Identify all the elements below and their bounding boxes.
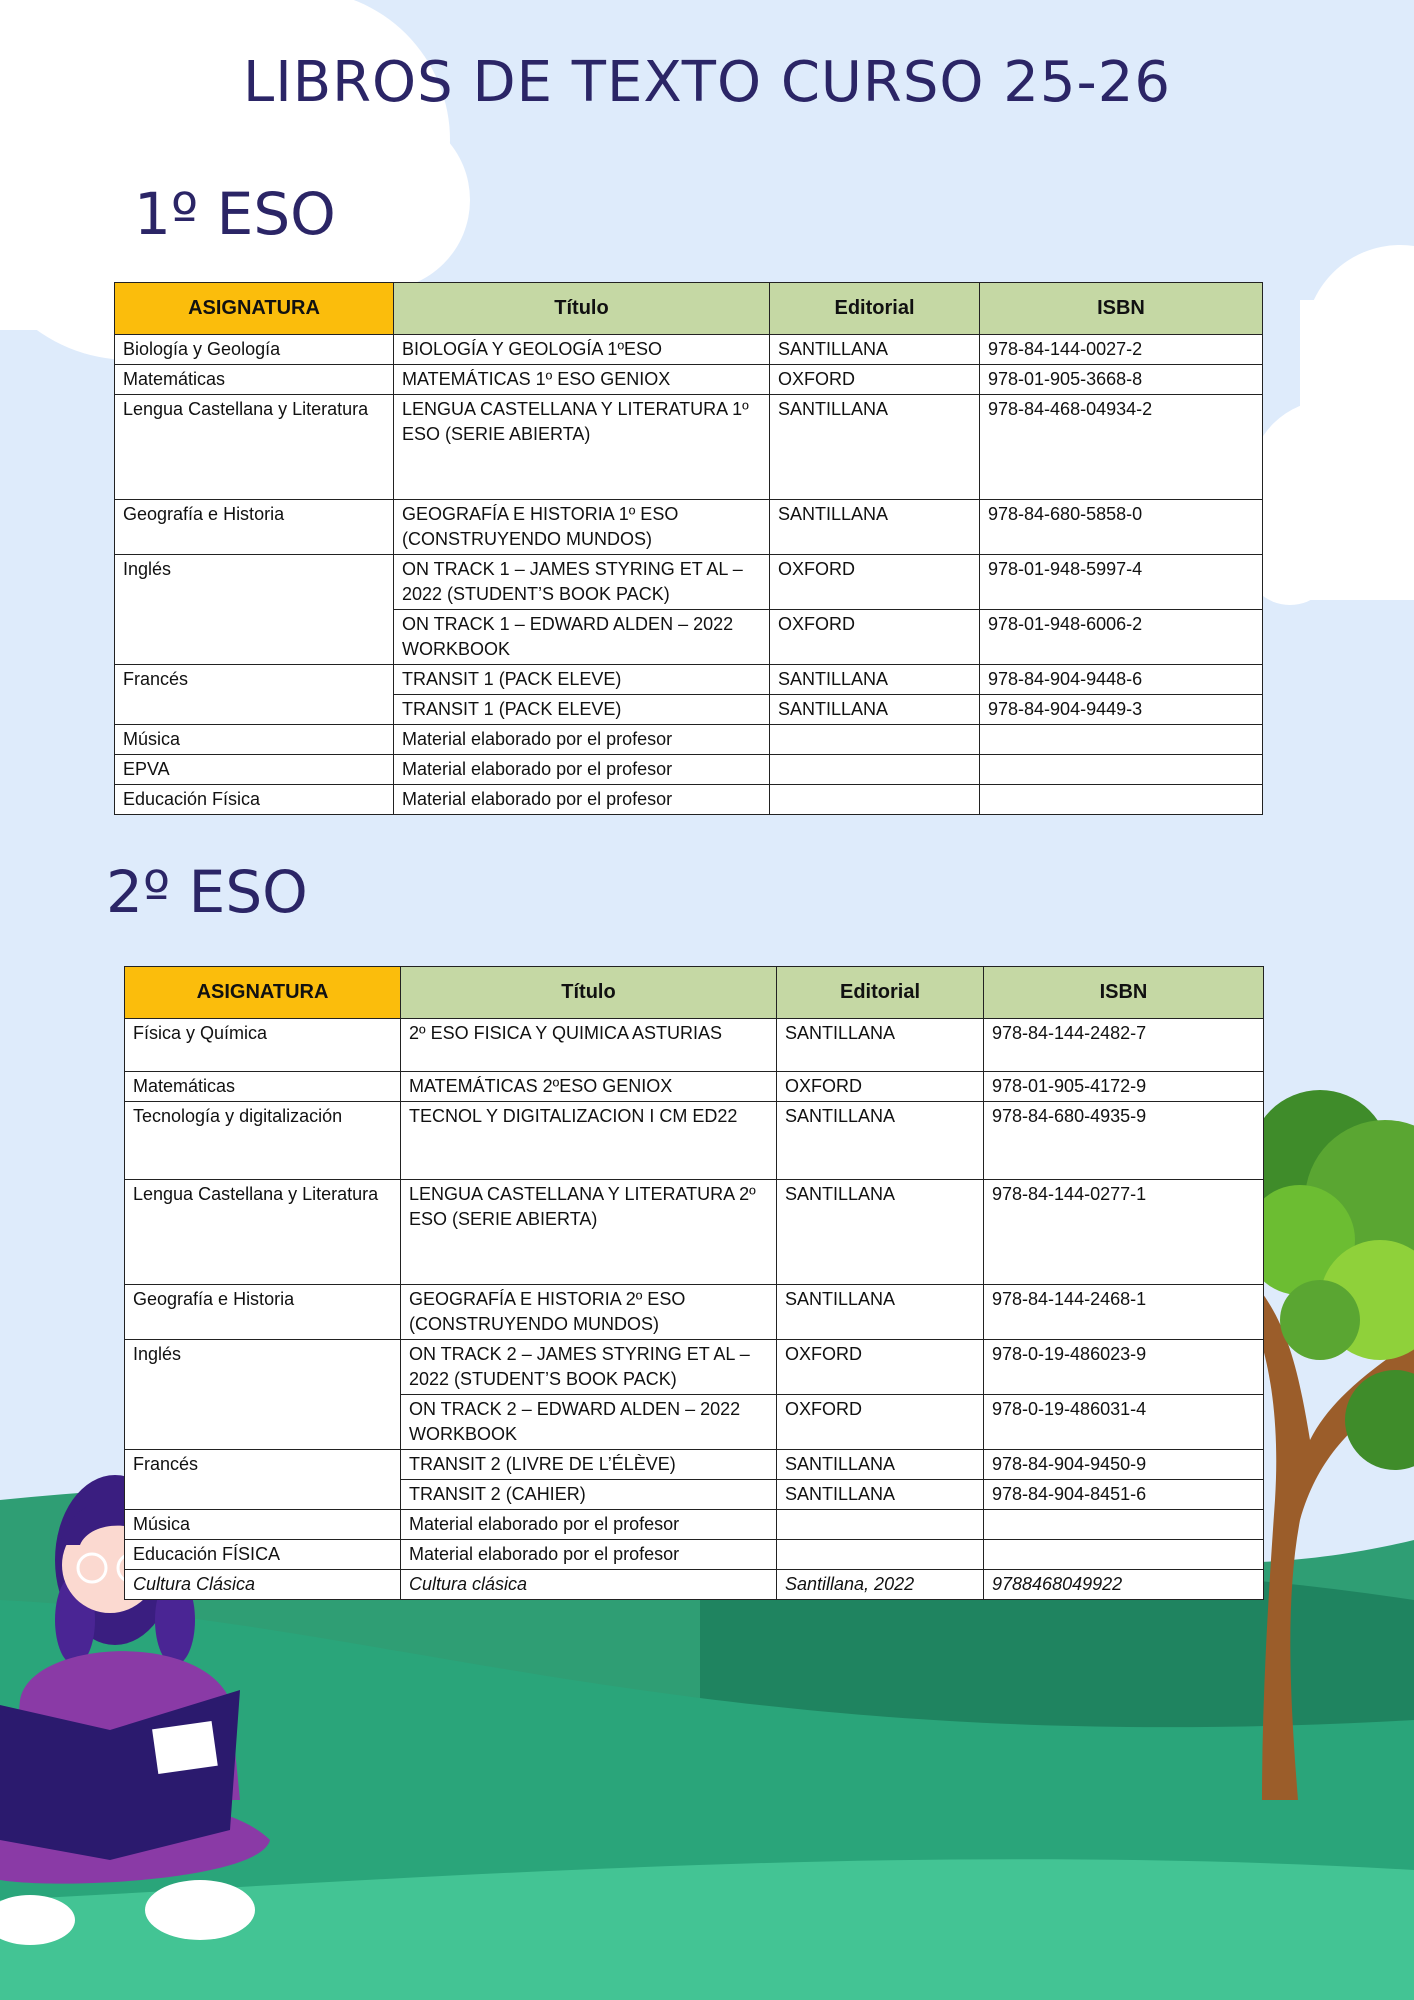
cell-publisher: SANTILLANA	[777, 1450, 984, 1480]
column-header-isbn: ISBN	[984, 967, 1264, 1019]
cell-title: GEOGRAFÍA E HISTORIA 2º ESO (CONSTRUYENDO MUNDOS)	[401, 1285, 777, 1340]
page-title: LIBROS DE TEXTO CURSO 25-26	[243, 50, 1171, 115]
table-row	[115, 725, 1263, 755]
cell-title: ON TRACK 2 – JAMES STYRING ET AL – 2022 (STUDENT’S BOOK PACK)	[401, 1340, 777, 1395]
cell-publisher: SANTILLANA	[770, 695, 980, 725]
cell-publisher: SANTILLANA	[777, 1102, 984, 1180]
cell-subject: EPVA	[115, 755, 394, 785]
cell-publisher: SANTILLANA	[777, 1180, 984, 1285]
cell-subject: Música	[125, 1510, 401, 1540]
table-row	[115, 395, 1263, 500]
cell-subject: Matemáticas	[125, 1072, 401, 1102]
table-row	[125, 1285, 1264, 1340]
cell-title: ON TRACK 1 – JAMES STYRING ET AL – 2022 (STUDENT’S BOOK PACK)	[394, 555, 770, 610]
cell-isbn: 978-01-948-6006-2	[980, 610, 1263, 665]
cell-subject: Física y Química	[125, 1019, 401, 1072]
cell-subject: Inglés	[115, 555, 394, 665]
table-row	[125, 1102, 1264, 1180]
cell-title: TRANSIT 1 (PACK ELEVE)	[394, 665, 770, 695]
books-table-1eso	[114, 282, 1263, 815]
cell-title: GEOGRAFÍA E HISTORIA 1º ESO (CONSTRUYENDO MUNDOS)	[394, 500, 770, 555]
cell-publisher	[777, 1510, 984, 1540]
cell-publisher: SANTILLANA	[770, 335, 980, 365]
cell-title: ON TRACK 2 – EDWARD ALDEN – 2022 WORKBOOK	[401, 1395, 777, 1450]
cloud-right	[1245, 245, 1414, 605]
cell-subject: Biología y Geología	[115, 335, 394, 365]
cell-publisher	[777, 1540, 984, 1570]
table-row	[125, 1072, 1264, 1102]
table-row	[115, 785, 1263, 815]
cell-publisher: OXFORD	[770, 555, 980, 610]
table-row	[125, 1510, 1264, 1540]
cell-isbn: 978-84-144-0027-2	[980, 335, 1263, 365]
cell-publisher: OXFORD	[777, 1340, 984, 1395]
table-row	[115, 755, 1263, 785]
cell-isbn: 978-01-905-3668-8	[980, 365, 1263, 395]
table-row	[115, 500, 1263, 555]
cell-isbn: 978-84-904-9448-6	[980, 665, 1263, 695]
cell-title: TRANSIT 1 (PACK ELEVE)	[394, 695, 770, 725]
cell-subject: Tecnología y digitalización	[125, 1102, 401, 1180]
cell-subject: Francés	[125, 1450, 401, 1510]
cell-publisher: Santillana, 2022	[777, 1570, 984, 1600]
cell-publisher: SANTILLANA	[770, 665, 980, 695]
cell-publisher: OXFORD	[777, 1072, 984, 1102]
cell-title: MATEMÁTICAS 1º ESO GENIOX	[394, 365, 770, 395]
cell-isbn: 978-84-468-04934-2	[980, 395, 1263, 500]
cell-isbn: 978-84-144-2482-7	[984, 1019, 1264, 1072]
cell-title: TECNOL Y DIGITALIZACION I CM ED22	[401, 1102, 777, 1180]
cell-subject: Cultura Clásica	[125, 1570, 401, 1600]
table-row	[125, 1570, 1264, 1600]
cell-title: BIOLOGÍA Y GEOLOGÍA 1ºESO	[394, 335, 770, 365]
cell-isbn: 978-01-905-4172-9	[984, 1072, 1264, 1102]
cell-title: Material elaborado por el profesor	[394, 755, 770, 785]
cell-title: Material elaborado por el profesor	[401, 1540, 777, 1570]
column-header-subject: ASIGNATURA	[125, 967, 401, 1019]
cell-title: Material elaborado por el profesor	[401, 1510, 777, 1540]
cell-title: Material elaborado por el profesor	[394, 785, 770, 815]
table-row	[125, 1019, 1264, 1072]
column-header-subject: ASIGNATURA	[115, 283, 394, 335]
cell-title: 2º ESO FISICA Y QUIMICA ASTURIAS	[401, 1019, 777, 1072]
table-row	[125, 1340, 1264, 1395]
cell-subject: Matemáticas	[115, 365, 394, 395]
cell-subject: Francés	[115, 665, 394, 725]
cell-isbn	[984, 1540, 1264, 1570]
cell-publisher: SANTILLANA	[777, 1285, 984, 1340]
books-table-body	[125, 967, 1264, 1600]
cell-isbn: 978-84-680-5858-0	[980, 500, 1263, 555]
cell-isbn: 978-84-904-8451-6	[984, 1480, 1264, 1510]
cell-subject: Música	[115, 725, 394, 755]
cell-subject: Educación Física	[115, 785, 394, 815]
cell-isbn: 978-84-144-0277-1	[984, 1180, 1264, 1285]
table-row	[115, 365, 1263, 395]
cell-subject: Geografía e Historia	[115, 500, 394, 555]
cell-subject: Inglés	[125, 1340, 401, 1450]
table-row	[125, 1540, 1264, 1570]
cell-publisher	[770, 755, 980, 785]
cell-isbn	[984, 1510, 1264, 1540]
cell-subject: Educación FÍSICA	[125, 1540, 401, 1570]
cell-subject: Geografía e Historia	[125, 1285, 401, 1340]
cell-publisher: SANTILLANA	[777, 1019, 984, 1072]
table-row	[115, 665, 1263, 695]
section-heading-1eso: 1º ESO	[134, 180, 336, 248]
cell-publisher: OXFORD	[770, 610, 980, 665]
cell-publisher: SANTILLANA	[777, 1480, 984, 1510]
books-table-2eso	[124, 966, 1264, 1600]
column-header-title: Título	[394, 283, 770, 335]
column-header-publisher: Editorial	[777, 967, 984, 1019]
column-header-title: Título	[401, 967, 777, 1019]
cell-publisher: OXFORD	[770, 365, 980, 395]
cell-publisher: SANTILLANA	[770, 500, 980, 555]
cell-title: LENGUA CASTELLANA Y LITERATURA 1º ESO (SERIE ABIERTA)	[394, 395, 770, 500]
table-header-row	[125, 967, 1264, 1019]
section-heading-2eso: 2º ESO	[106, 858, 308, 926]
cell-title: ON TRACK 1 – EDWARD ALDEN – 2022 WORKBOOK	[394, 610, 770, 665]
cell-title: MATEMÁTICAS 2ºESO GENIOX	[401, 1072, 777, 1102]
cell-isbn: 978-84-904-9449-3	[980, 695, 1263, 725]
cell-isbn: 978-84-680-4935-9	[984, 1102, 1264, 1180]
cell-isbn: 9788468049922	[984, 1570, 1264, 1600]
column-header-publisher: Editorial	[770, 283, 980, 335]
cell-publisher: SANTILLANA	[770, 395, 980, 500]
cell-title: Material elaborado por el profesor	[394, 725, 770, 755]
cell-isbn: 978-0-19-486031-4	[984, 1395, 1264, 1450]
cell-title: Cultura clásica	[401, 1570, 777, 1600]
table-row	[125, 1450, 1264, 1480]
cell-title: TRANSIT 2 (LIVRE DE L’ÉLÈVE)	[401, 1450, 777, 1480]
cell-title: LENGUA CASTELLANA Y LITERATURA 2º ESO (SERIE ABIERTA)	[401, 1180, 777, 1285]
cell-isbn: 978-01-948-5997-4	[980, 555, 1263, 610]
cell-isbn	[980, 725, 1263, 755]
column-header-isbn: ISBN	[980, 283, 1263, 335]
cell-subject: Lengua Castellana y Literatura	[115, 395, 394, 500]
cell-isbn: 978-84-904-9450-9	[984, 1450, 1264, 1480]
cell-isbn: 978-84-144-2468-1	[984, 1285, 1264, 1340]
cell-subject: Lengua Castellana y Literatura	[125, 1180, 401, 1285]
cell-isbn	[980, 785, 1263, 815]
table-row	[115, 555, 1263, 610]
table-row	[125, 1180, 1264, 1285]
cell-isbn: 978-0-19-486023-9	[984, 1340, 1264, 1395]
cell-publisher	[770, 785, 980, 815]
books-table-body	[115, 283, 1263, 815]
table-row	[115, 335, 1263, 365]
cell-publisher: OXFORD	[777, 1395, 984, 1450]
cell-isbn	[980, 755, 1263, 785]
cell-title: TRANSIT 2 (CAHIER)	[401, 1480, 777, 1510]
table-header-row	[115, 283, 1263, 335]
cell-publisher	[770, 725, 980, 755]
